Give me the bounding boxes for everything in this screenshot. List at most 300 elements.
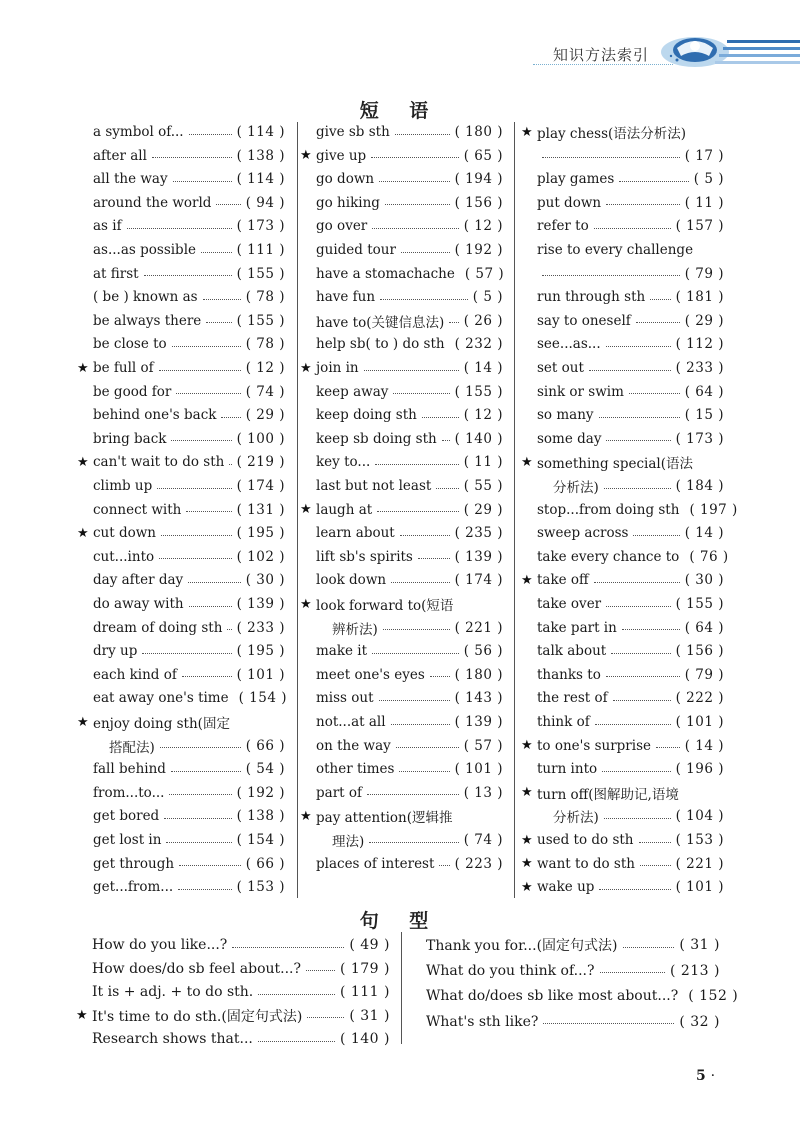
col1-entry xyxy=(93,805,285,827)
col1-entry xyxy=(93,475,285,497)
entry-text: What's sth like? xyxy=(426,1013,539,1030)
col1-entry xyxy=(93,428,285,450)
col1-entry xyxy=(77,711,285,733)
col3-entry xyxy=(537,546,729,568)
entry-text: 辨析法) xyxy=(332,621,378,638)
dot-leader xyxy=(206,322,231,323)
page-reference: ( 57 ) xyxy=(463,737,503,754)
col2-entry xyxy=(316,687,503,709)
page-reference: ( 15 ) xyxy=(684,407,724,424)
dot-leader xyxy=(604,818,671,819)
entry-text: can't wait to do sth xyxy=(93,454,225,471)
entry-text: enjoy doing sth(固定 xyxy=(93,716,230,732)
page-reference: ( 112 ) xyxy=(675,336,724,353)
dot-leader xyxy=(160,747,241,748)
col1-entry xyxy=(93,664,285,686)
page-reference: ( 111 ) xyxy=(236,242,285,258)
col3-entry xyxy=(521,876,724,898)
entry-text: not...at all xyxy=(316,714,386,730)
entry-text: look down xyxy=(316,572,387,589)
page-reference: ( 196 ) xyxy=(675,761,724,778)
dot-leader xyxy=(639,842,671,843)
col2-entry xyxy=(316,333,503,355)
page-reference: ( 138 ) xyxy=(236,808,285,825)
entry-text: be close to xyxy=(93,336,167,353)
page-reference: ( 232 ) xyxy=(454,336,503,353)
col3-entry xyxy=(537,357,724,379)
entry-text: make it xyxy=(316,643,368,660)
entry-text: ( be ) known as xyxy=(93,289,198,306)
page-reference: ( 156 ) xyxy=(675,643,724,660)
page-reference: ( 139 ) xyxy=(236,596,285,612)
dot-leader xyxy=(258,994,335,995)
page-reference: ( 235 ) xyxy=(454,525,503,542)
dot-leader xyxy=(369,842,458,843)
page-reference: ( 156 ) xyxy=(454,194,503,211)
dot-leader xyxy=(589,370,671,371)
entry-text: wake up xyxy=(537,879,595,896)
col3-entry xyxy=(537,758,724,780)
header-dotted-rule xyxy=(533,64,673,65)
col2-entry xyxy=(316,735,503,757)
entry-text: be good for xyxy=(93,383,172,400)
page-reference: ( 223 ) xyxy=(454,855,503,872)
entry-text: sweep across xyxy=(537,525,629,542)
entry-text: do away with xyxy=(93,596,184,612)
page-reference: ( 153 ) xyxy=(675,832,724,848)
dot-leader xyxy=(543,1023,674,1024)
page-reference: ( 104 ) xyxy=(675,808,724,825)
page-reference: ( 140 ) xyxy=(454,430,503,447)
page-reference: ( 179 ) xyxy=(339,960,390,977)
col1-entry xyxy=(93,215,285,237)
col2-entry xyxy=(316,404,503,426)
dot-leader xyxy=(399,771,449,772)
page-reference: ( 114 ) xyxy=(236,124,285,140)
page-reference: ( 213 ) xyxy=(669,962,720,979)
star-icon: ★ xyxy=(77,714,89,730)
entry-text: sink or swim xyxy=(537,383,624,400)
page-reference: ( 143 ) xyxy=(454,690,503,707)
page-reference: ( 222 ) xyxy=(675,690,724,707)
page-reference: ( 101 ) xyxy=(236,666,285,683)
dot-leader xyxy=(173,181,232,182)
page-reference: ( 155 ) xyxy=(454,383,503,400)
col2-entry xyxy=(316,239,503,261)
page-reference: ( 131 ) xyxy=(236,501,285,518)
page-reference: ( 49 ) xyxy=(349,937,390,953)
page-reference: ( 192 ) xyxy=(454,242,503,258)
col2-entry xyxy=(300,499,503,521)
entry-text: keep away xyxy=(316,383,389,400)
dot-leader xyxy=(371,157,459,158)
entry-text: 分析法) xyxy=(553,810,599,827)
page-reference: ( 194 ) xyxy=(454,171,503,188)
col3-entry xyxy=(537,239,724,261)
col3-entry xyxy=(521,121,724,143)
dot-leader xyxy=(430,676,450,677)
col2-entry xyxy=(316,711,503,733)
dot-leader xyxy=(127,228,232,229)
page-reference: ( 180 ) xyxy=(454,124,503,140)
dot-leader xyxy=(606,606,670,607)
entry-text: on the way xyxy=(316,737,391,754)
star-icon: ★ xyxy=(521,572,533,588)
page-reference: ( 154 ) xyxy=(238,690,287,707)
dot-leader xyxy=(442,440,450,441)
entry-text: from...to... xyxy=(93,784,165,801)
entry-text: be always there xyxy=(93,312,202,329)
dot-leader xyxy=(594,582,680,583)
entry-text: stop...from doing sth xyxy=(537,501,680,518)
sentences_left-entry xyxy=(92,981,390,1003)
col3-entry xyxy=(537,381,724,403)
col1-entry xyxy=(77,451,285,473)
phrases-section-title: 短 语 xyxy=(359,100,441,122)
dot-leader xyxy=(613,700,671,701)
page-reference: ( 221 ) xyxy=(454,619,503,636)
dot-leader xyxy=(594,228,671,229)
page-reference: ( 195 ) xyxy=(236,525,285,542)
page-reference: ( 66 ) xyxy=(245,855,285,872)
dot-leader xyxy=(364,370,459,371)
entry-text: play games xyxy=(537,171,615,188)
entry-text: so many xyxy=(537,407,594,424)
page-reference: ( 54 ) xyxy=(245,761,285,778)
dot-leader xyxy=(391,582,450,583)
entry-text: think of xyxy=(537,714,590,730)
entry-text: as if xyxy=(93,218,122,235)
entry-text: dry up xyxy=(93,643,138,660)
star-icon: ★ xyxy=(300,808,312,824)
page-reference: ( 152 ) xyxy=(688,988,739,1004)
col2-entry xyxy=(316,640,503,662)
col1-entry xyxy=(93,121,285,143)
page-reference: ( 14 ) xyxy=(684,737,724,754)
page-reference: ( 100 ) xyxy=(236,430,285,447)
entry-text: pay attention(逻辑推 xyxy=(316,810,453,827)
dot-leader xyxy=(188,582,241,583)
col1-entry xyxy=(93,333,285,355)
entry-text: climb up xyxy=(93,478,153,494)
entry-text: dream of doing sth xyxy=(93,619,223,636)
entry-text: used to do sth xyxy=(537,832,634,848)
entry-text: get bored xyxy=(93,808,160,825)
page-reference: ( 157 ) xyxy=(675,218,724,235)
page-number-value: 5 xyxy=(696,1068,706,1084)
page-reference: ( 74 ) xyxy=(463,832,503,848)
page-reference: ( 154 ) xyxy=(236,832,285,848)
col3-entry xyxy=(537,593,724,615)
entry-text: look forward to(短语 xyxy=(316,598,454,614)
entry-text: see...as... xyxy=(537,336,601,353)
page-reference: ( 101 ) xyxy=(454,761,503,778)
dot-leader xyxy=(600,972,665,973)
dot-leader xyxy=(385,204,450,205)
entry-text: help sb( to ) do sth xyxy=(316,336,445,353)
entry-text: put down xyxy=(537,194,602,211)
dot-leader xyxy=(401,252,450,253)
page-reference: ( 26 ) xyxy=(463,312,503,329)
col3-entry xyxy=(521,829,724,851)
col3-entry xyxy=(537,404,724,426)
col1-entry xyxy=(93,569,285,591)
col1-entry xyxy=(93,239,285,261)
col2-entry xyxy=(316,569,503,591)
dot-leader xyxy=(189,134,232,135)
col1-entry xyxy=(93,381,285,403)
col1-entry xyxy=(93,192,285,214)
col2-entry xyxy=(300,593,503,615)
entry-text: What do you think of...? xyxy=(426,962,595,979)
page-reference: ( 184 ) xyxy=(675,478,724,494)
page-reference: ( 153 ) xyxy=(236,879,285,896)
dot-leader xyxy=(159,558,231,559)
entry-text: have a stomachache xyxy=(316,265,455,282)
star-icon: ★ xyxy=(300,596,312,612)
entry-text: set out xyxy=(537,360,584,376)
dot-leader xyxy=(227,629,231,630)
dot-leader xyxy=(159,370,241,371)
entry-text: key to... xyxy=(316,454,371,471)
page-reference: ( 221 ) xyxy=(675,855,724,872)
dot-leader xyxy=(623,947,675,948)
page-number-mark: · xyxy=(710,1068,716,1084)
page-reference: ( 180 ) xyxy=(454,666,503,683)
entry-text: take off xyxy=(537,572,589,589)
entry-text: cut...into xyxy=(93,548,155,565)
dot-leader xyxy=(232,947,344,948)
dot-leader xyxy=(201,252,232,253)
col2-entry xyxy=(316,168,503,190)
dot-leader xyxy=(380,299,468,300)
entry-text: go hiking xyxy=(316,194,380,211)
page-reference: ( 13 ) xyxy=(463,784,503,801)
page-reference: ( 17 ) xyxy=(684,147,724,164)
page-reference: ( 30 ) xyxy=(245,572,285,589)
page-reference: ( 32 ) xyxy=(679,1013,720,1030)
entry-text: keep sb doing sth xyxy=(316,430,437,447)
page-reference: ( 102 ) xyxy=(236,548,285,565)
col1-entry xyxy=(93,499,285,521)
dot-leader xyxy=(611,653,670,654)
dot-leader xyxy=(182,676,232,677)
page-reference: ( 12 ) xyxy=(245,360,285,376)
entry-text: connect with xyxy=(93,501,182,518)
page-reference: ( 76 ) xyxy=(689,548,729,565)
entry-text: each kind of xyxy=(93,666,177,683)
sentences_right-entry xyxy=(426,960,720,982)
dot-leader xyxy=(606,204,680,205)
entry-text: talk about xyxy=(537,643,607,660)
col1-entry xyxy=(93,310,285,332)
entry-text: How do you like...? xyxy=(92,937,228,953)
col2-entry xyxy=(300,145,503,167)
entry-text: go over xyxy=(316,218,368,235)
dot-leader xyxy=(633,535,679,536)
dot-leader xyxy=(216,204,240,205)
entry-text: part of xyxy=(316,784,362,801)
page-number xyxy=(696,1068,715,1084)
dot-leader xyxy=(176,393,240,394)
dot-leader xyxy=(629,393,680,394)
dot-leader xyxy=(656,747,680,748)
sentences_left-entry xyxy=(92,958,390,980)
page-reference: ( 5 ) xyxy=(693,171,724,188)
entry-text: It is + adj. + to do sth. xyxy=(92,984,254,1000)
book-logo-icon xyxy=(655,26,800,74)
col3-entry xyxy=(521,569,724,591)
dot-leader xyxy=(606,440,670,441)
entry-text: turn into xyxy=(537,761,598,778)
dot-leader xyxy=(229,464,231,465)
col2-entry xyxy=(316,475,503,497)
page-reference: ( 101 ) xyxy=(675,714,724,730)
page-reference: ( 64 ) xyxy=(684,383,724,400)
col3-entry xyxy=(521,451,724,473)
sentences_left-entry xyxy=(76,1005,390,1027)
star-icon: ★ xyxy=(300,360,312,376)
page-reference: ( 219 ) xyxy=(236,454,285,471)
entry-text: the rest of xyxy=(537,690,608,707)
page-reference: ( 197 ) xyxy=(689,501,738,518)
entry-text: some day xyxy=(537,430,602,447)
col3-entry xyxy=(537,168,724,190)
page-reference: ( 181 ) xyxy=(675,289,724,306)
entry-text: around the world xyxy=(93,194,212,211)
col2-entry xyxy=(316,428,503,450)
entry-text: rise to every challenge xyxy=(537,242,694,258)
star-icon: ★ xyxy=(521,856,533,872)
entry-text: all the way xyxy=(93,171,168,188)
page-reference: ( 94 ) xyxy=(245,194,285,211)
page-reference: ( 155 ) xyxy=(236,312,285,329)
sentences_right-entry xyxy=(426,985,739,1007)
col1-entry xyxy=(93,168,285,190)
entry-text: How does/do sb feel about...? xyxy=(92,960,302,977)
col1-entry xyxy=(93,593,285,615)
dot-leader xyxy=(372,653,459,654)
page-reference: ( 31 ) xyxy=(679,937,720,953)
dot-leader xyxy=(171,771,241,772)
page-reference: ( 11 ) xyxy=(463,454,503,471)
page-reference: ( 155 ) xyxy=(236,265,285,282)
col1-entry xyxy=(93,853,285,875)
sentences_left-entry xyxy=(92,1028,390,1050)
entry-text: join in xyxy=(316,360,359,376)
col3-entry xyxy=(537,687,724,709)
entry-text: lift sb's spirits xyxy=(316,548,413,565)
col1-entry xyxy=(93,404,285,426)
entry-text: learn about xyxy=(316,525,395,542)
col1-entry xyxy=(93,546,285,568)
dot-leader xyxy=(395,134,450,135)
dot-leader xyxy=(393,393,449,394)
col1-entry xyxy=(93,263,285,285)
entry-text: 理法) xyxy=(332,834,365,850)
page-reference: ( 31 ) xyxy=(349,1007,390,1024)
col3-entry xyxy=(553,805,724,827)
col2-entry xyxy=(316,310,503,332)
dot-leader xyxy=(606,676,680,677)
page-reference: ( 101 ) xyxy=(675,879,724,896)
dot-leader xyxy=(307,1017,344,1018)
page-reference: ( 174 ) xyxy=(236,478,285,494)
star-icon: ★ xyxy=(521,785,533,801)
dot-leader xyxy=(650,299,670,300)
col2-entry xyxy=(316,664,503,686)
dot-leader xyxy=(418,558,450,559)
col3-entry xyxy=(537,617,724,639)
star-icon: ★ xyxy=(300,148,312,164)
entry-text: be full of xyxy=(93,360,154,376)
entry-text: go down xyxy=(316,171,375,188)
entry-text: laugh at xyxy=(316,501,373,518)
dot-leader xyxy=(391,724,450,725)
entry-text: 分析法) xyxy=(553,480,599,496)
entry-text: Thank you for...(固定句式法) xyxy=(426,938,618,954)
col1-entry xyxy=(93,286,285,308)
page-reference: ( 64 ) xyxy=(684,619,724,636)
dot-leader xyxy=(377,511,459,512)
entry-text: have fun xyxy=(316,289,376,306)
page-reference: ( 140 ) xyxy=(339,1031,390,1047)
col2-entry xyxy=(316,121,503,143)
entry-text: something special(语法 xyxy=(537,456,693,473)
col3-entry xyxy=(537,711,724,733)
col2-entry xyxy=(316,782,503,804)
dot-leader xyxy=(383,629,450,630)
entry-text: want to do sth xyxy=(537,855,635,872)
sentences-section-title: 句 型 xyxy=(359,910,441,932)
page-header xyxy=(0,0,800,78)
col2-entry xyxy=(316,263,503,285)
page-reference: ( 12 ) xyxy=(463,407,503,424)
page-reference: ( 29 ) xyxy=(245,407,285,424)
col2-entry xyxy=(316,546,503,568)
col2-entry xyxy=(316,522,503,544)
col1-entry xyxy=(93,640,285,662)
col3-entry xyxy=(537,664,724,686)
col1-entry xyxy=(109,735,285,757)
star-icon: ★ xyxy=(521,454,533,470)
entry-text: other times xyxy=(316,761,395,778)
entry-text: say to oneself xyxy=(537,312,631,329)
page-reference: ( 78 ) xyxy=(245,289,285,306)
sentences_right-entry xyxy=(426,934,720,956)
page-reference: ( 233 ) xyxy=(236,619,285,636)
dot-leader xyxy=(142,653,231,654)
dot-leader xyxy=(171,440,231,441)
col2-entry xyxy=(316,215,503,237)
page-reference: ( 233 ) xyxy=(675,360,724,376)
dot-leader xyxy=(306,970,335,971)
dot-leader xyxy=(379,181,450,182)
dot-leader xyxy=(161,535,232,536)
col3-entry xyxy=(537,145,724,167)
page-reference: ( 139 ) xyxy=(454,548,503,565)
entry-text: play chess(语法分析法) xyxy=(537,126,687,142)
entry-text: get lost in xyxy=(93,832,162,848)
dot-leader xyxy=(164,818,231,819)
col1-entry xyxy=(93,876,285,898)
col1-entry xyxy=(93,687,285,709)
col2-entry xyxy=(316,286,503,308)
dot-leader xyxy=(422,417,459,418)
page-reference: ( 74 ) xyxy=(245,383,285,400)
dot-leader xyxy=(179,865,241,866)
entry-text: turn off(图解助记,语境 xyxy=(537,786,679,803)
